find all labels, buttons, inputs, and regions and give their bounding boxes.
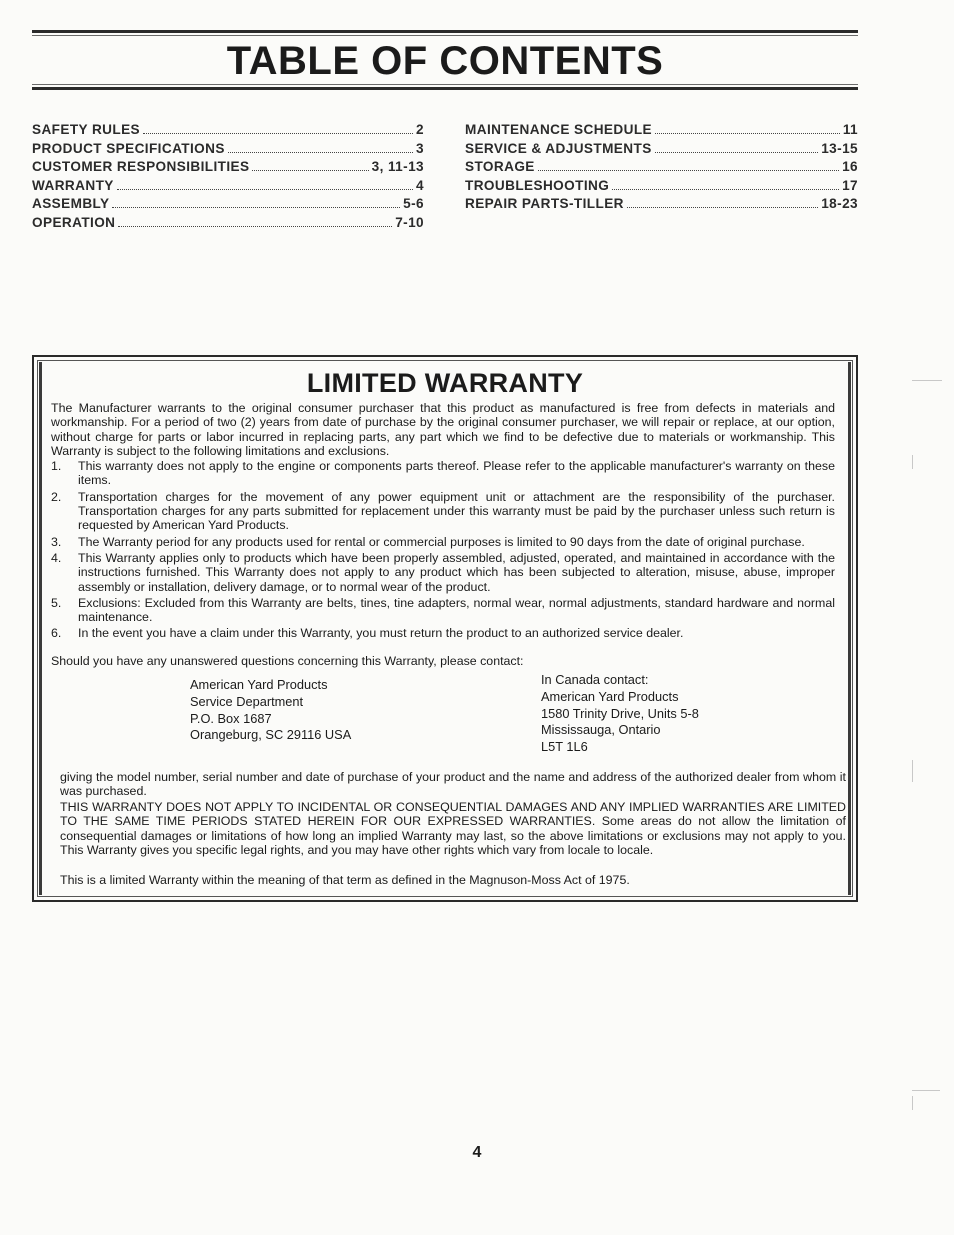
address-line: American Yard Products (541, 688, 679, 704)
toc-entry-page: 3, 11-13 (371, 159, 424, 174)
toc-entry (32, 141, 424, 160)
list-item-number: 2. (51, 489, 62, 504)
list-item-number: 4. (51, 550, 62, 565)
toc-leader-dots (112, 207, 400, 208)
list-item (51, 459, 835, 488)
toc-entry-page: 7-10 (395, 214, 424, 230)
toc-left-column (32, 122, 424, 233)
toc-entry (32, 215, 424, 234)
address-line: L5T 1L6 (541, 739, 588, 755)
toc-entry (32, 159, 424, 178)
toc-entry-page: 4 (416, 177, 424, 193)
toc-entry-label: TROUBLESHOOTING (465, 177, 610, 193)
toc-entry-label: MAINTENANCE SCHEDULE (465, 122, 652, 137)
warranty-magnuson-moss: This is a limited Warranty within the meaning of that term as defined in the Magnuson-Moss Act of 1975. (60, 873, 630, 887)
toc-leader-dots (228, 152, 413, 153)
toc-leader-dots (252, 170, 368, 171)
warranty-limitations-list (51, 459, 835, 643)
scan-mark (912, 1090, 940, 1091)
list-item-text: In the event you have a claim under this Warranty, you must return the product to an authorized service dealer. (78, 626, 684, 641)
toc-leader-dots (538, 170, 839, 171)
scan-mark (912, 1096, 913, 1110)
scan-mark (912, 760, 913, 782)
scan-mark (912, 455, 913, 469)
address-line: Service Department (190, 693, 304, 709)
list-item-number: 5. (51, 595, 62, 610)
header-rule-top (32, 30, 858, 33)
toc-entry-label: REPAIR PARTS-TILLER (465, 196, 624, 211)
warranty-disclaimer: THIS WARRANTY DOES NOT APPLY TO INCIDENTAL OR CONSEQUENTIAL DAMAGES AND ANY IMPLIED WARRANTIES ARE LIMITED TO THE SAME TIME PERIODS STATED HEREIN FOR OUR EXPRESSED WARRANTIES. Some areas do not allow the limitation of consequential damages or limitations of how long an implied Warranty may last, so the above limitations or exclusions may not apply to you. This Warranty gives you specific legal rights, and you may have other rights which vary from locale to locale. (60, 800, 846, 858)
list-item-text: Transportation charges for the movement of any power equipment unit or attachment are the responsibility of the purchaser. Transportation charges for any parts submitted for replacement under this warranty must be paid by the purchaser unless such return is requested by American Yard Products. (78, 489, 835, 533)
toc-right-column (465, 122, 858, 215)
toc-entry (465, 122, 858, 141)
address-line: In Canada contact: (541, 672, 649, 687)
toc-leader-dots (655, 133, 840, 134)
address-line: American Yard Products (190, 677, 328, 692)
toc-entry-page: 2 (416, 122, 424, 137)
toc-entry (465, 178, 858, 197)
header-rule-top-thin (32, 35, 858, 36)
list-item-text: This warranty does not apply to the engine or components parts thereof. Please refer to the applicable manufacturer's warranty on these items. (78, 459, 835, 488)
scan-mark (912, 380, 942, 381)
toc-entry-label: ASSEMBLY (32, 196, 110, 211)
address-us (190, 677, 351, 744)
toc-title: TABLE OF CONTENTS (226, 39, 664, 83)
toc-leader-dots (117, 189, 413, 190)
toc-entry (32, 122, 424, 141)
list-item (51, 596, 835, 625)
toc-entry-page: 3 (416, 140, 424, 156)
address-line: Mississauga, Ontario (541, 722, 661, 738)
address-line: Orangeburg, SC 29116 USA (190, 727, 352, 743)
toc-entry (32, 196, 424, 215)
page-number: 4 (472, 1144, 482, 1161)
warranty-contact-prompt: Should you have any unanswered questions concerning this Warranty, please contact: (51, 654, 524, 668)
toc-leader-dots (612, 189, 839, 190)
toc-entry-label: SERVICE & ADJUSTMENTS (465, 140, 652, 156)
toc-leader-dots (655, 152, 819, 153)
toc-entry-page: 17 (842, 177, 858, 193)
list-item-text: Exclusions: Excluded from this Warranty are belts, tines, tine adapters, normal wear, normal adjustments, standard hardware and normal maintenance. (78, 595, 835, 625)
address-line: P.O. Box 1687 (190, 710, 272, 726)
toc-leader-dots (143, 133, 413, 134)
toc-entry (465, 141, 858, 160)
list-item-number: 1. (51, 459, 62, 473)
toc-entry-page: 16 (842, 159, 858, 174)
toc-entry-label: PRODUCT SPECIFICATIONS (32, 140, 225, 156)
toc-entry-page: 11 (842, 122, 858, 137)
list-item (51, 626, 835, 640)
toc-entry-page: 18-23 (821, 196, 858, 211)
list-item (51, 535, 835, 549)
toc-entry-page: 5-6 (403, 196, 424, 211)
header-rule-bottom (32, 87, 858, 90)
toc-entry-label: WARRANTY (32, 177, 114, 193)
list-item-text: The Warranty period for any products used for rental or commercial purposes is limited to 90 days from the date of original purchase. (78, 534, 805, 549)
toc-entry-label: SAFETY RULES (32, 122, 141, 137)
toc-leader-dots (627, 207, 818, 208)
warranty-title: LIMITED WARRANTY (306, 368, 584, 398)
warranty-giving-text: giving the model number, serial number and date of purchase of your product and the name and address of the authorized dealer from whom it was purchased. (60, 770, 846, 799)
list-item-number: 3. (51, 534, 62, 549)
toc-entry (32, 178, 424, 197)
toc-entry-label: CUSTOMER RESPONSIBILITIES (32, 159, 250, 174)
list-item-text: This Warranty applies only to products which have been properly assembled, adjusted, operated, and maintained in accordance with the instructions furnished. This Warranty does not apply to any product which has been subjected to alteration, misuse, abuse, improper assembly or installation, delivery damage, or to normal wear of the product. (78, 550, 835, 594)
address-canada (541, 672, 699, 756)
address-line: 1580 Trinity Drive, Units 5-8 (541, 705, 699, 721)
toc-entry (465, 159, 858, 178)
toc-leader-dots (118, 226, 392, 227)
list-item (51, 551, 835, 594)
toc-entry-page: 13-15 (821, 140, 858, 156)
list-item-number: 6. (51, 626, 62, 641)
toc-entry-label: STORAGE (465, 159, 535, 174)
header-rule-bottom-thin (32, 84, 858, 85)
list-item (51, 490, 835, 533)
warranty-intro: The Manufacturer warrants to the original consumer purchaser that this product as manufactured is free from defects in materials and workmanship. For a period of two (2) years from date of purchase by the original consumer purchaser, we will repair or replace, at our option, without charge for parts or labor incurred in replacing parts, any part which we find to be defective due to materials or workmanship. This Warranty is subject to the following limitations and exclusions. (51, 401, 835, 459)
toc-entry (465, 196, 858, 215)
toc-entry-label: OPERATION (32, 214, 116, 230)
